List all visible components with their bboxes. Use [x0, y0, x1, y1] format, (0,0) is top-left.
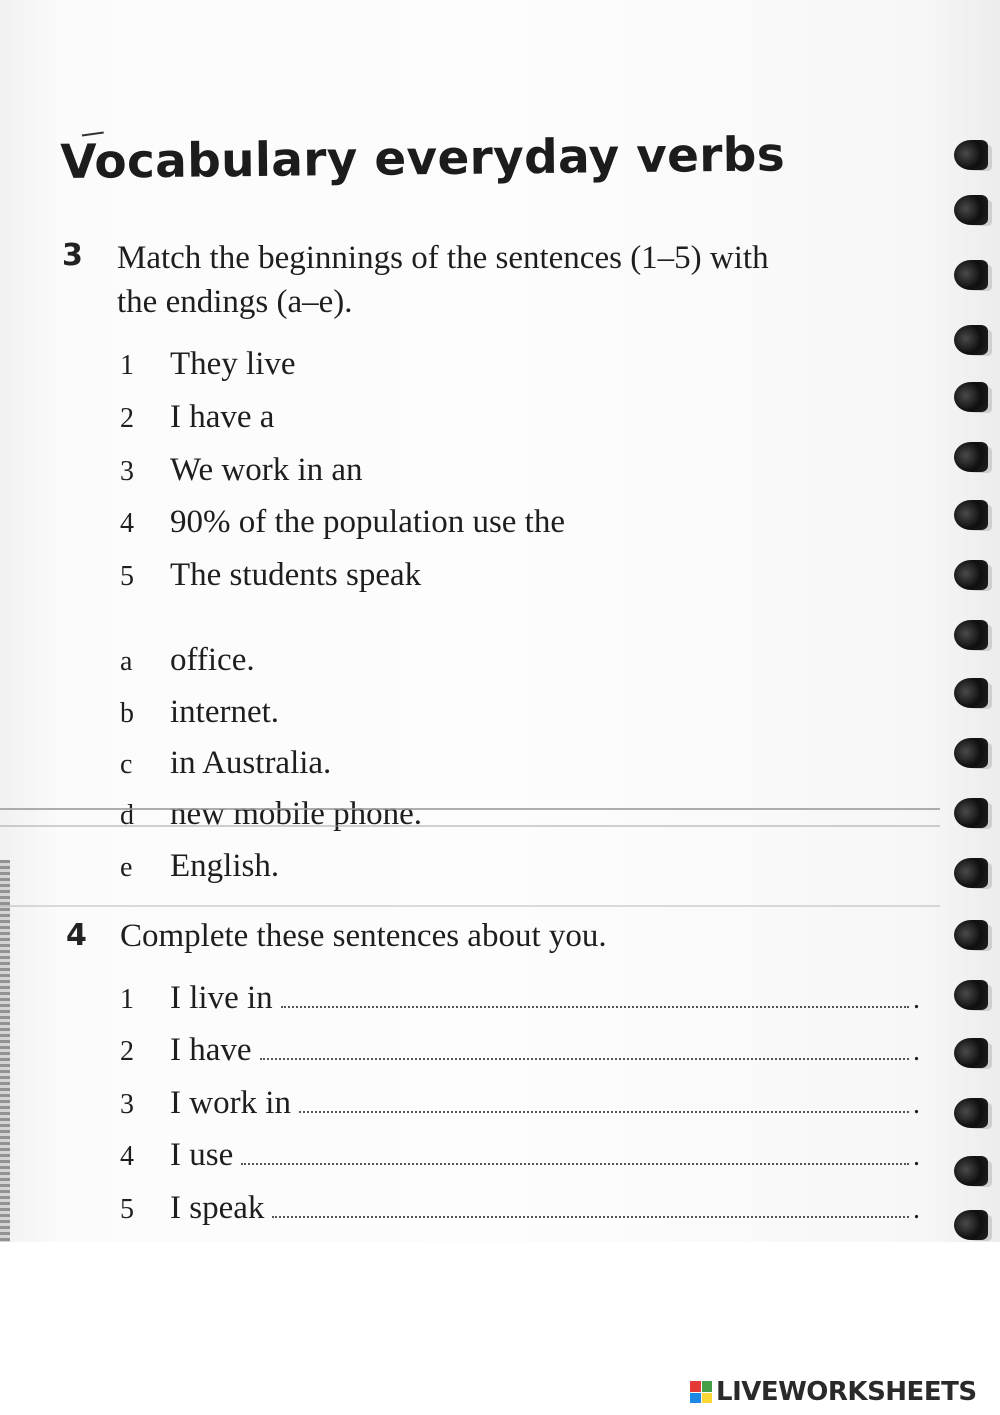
- answer-blank[interactable]: [241, 1143, 909, 1165]
- exercise-3-instruction-line2: the endings (a–e).: [117, 284, 353, 320]
- watermark-text: LIVEWORKSHEETS: [716, 1377, 977, 1407]
- spiral-binding: [940, 120, 1000, 1242]
- item-text: office.: [170, 642, 255, 678]
- spiral-ring-icon: [954, 560, 988, 590]
- spiral-ring-icon: [954, 1210, 988, 1240]
- item-letter: b: [120, 698, 134, 729]
- scan-line: [0, 825, 940, 827]
- ending-item: [120, 692, 279, 732]
- item-text: I speak: [170, 1190, 265, 1226]
- item-text: 90% of the population use the: [170, 504, 566, 540]
- answer-blank[interactable]: [272, 1196, 909, 1218]
- answer-row: [120, 1083, 920, 1123]
- ending-item: [120, 640, 255, 680]
- spiral-ring-icon: [954, 325, 988, 355]
- spiral-ring-icon: [954, 620, 988, 650]
- item-number: 1: [120, 350, 134, 381]
- item-text: internet.: [170, 694, 280, 730]
- exercise-3-number: 3: [62, 238, 83, 273]
- ending-item: [120, 794, 422, 834]
- scan-line: [0, 905, 940, 907]
- exercise-4-number: 4: [66, 918, 87, 953]
- answer-row: [120, 1030, 920, 1070]
- sentence-end: .: [913, 1089, 920, 1120]
- beginning-item: [120, 450, 363, 490]
- answer-blank[interactable]: [281, 986, 909, 1008]
- spiral-ring-icon: [954, 980, 988, 1010]
- spiral-ring-icon: [954, 858, 988, 888]
- beginning-item: [120, 344, 296, 384]
- scan-line: [0, 808, 940, 810]
- item-text: They live: [170, 346, 296, 382]
- spiral-ring-icon: [954, 1098, 988, 1128]
- item-text: new mobile phone.: [170, 796, 423, 832]
- ending-item: [120, 743, 331, 783]
- answer-blank[interactable]: [299, 1091, 909, 1113]
- exercise-3-instruction: [117, 236, 769, 324]
- exercise-4-instruction: Complete these sentences about you.: [120, 918, 607, 954]
- spiral-ring-icon: [954, 140, 988, 170]
- answer-row: [120, 1135, 920, 1175]
- item-text: I have a: [170, 399, 275, 435]
- liveworksheets-logo-icon: [690, 1381, 712, 1403]
- item-text: The students speak: [170, 557, 422, 593]
- sentence-end: .: [913, 1036, 920, 1067]
- spiral-ring-icon: [954, 678, 988, 708]
- item-text: I use: [170, 1137, 234, 1173]
- spiral-ring-icon: [954, 442, 988, 472]
- sentence-end: .: [913, 1141, 920, 1172]
- spiral-ring-icon: [954, 1156, 988, 1186]
- item-letter: a: [120, 646, 133, 677]
- item-number: 1: [120, 984, 134, 1015]
- item-letter: c: [120, 749, 133, 780]
- item-number: 2: [120, 1036, 134, 1067]
- item-text: English.: [170, 848, 280, 884]
- item-number: 4: [120, 1141, 134, 1172]
- item-number: 5: [120, 561, 134, 592]
- item-number: 2: [120, 403, 134, 434]
- exercise-3-instruction-line1: Match the beginnings of the sentences (1–5) with: [117, 240, 769, 276]
- spiral-ring-icon: [954, 382, 988, 412]
- spiral-ring-icon: [954, 195, 988, 225]
- item-number: 3: [120, 1089, 134, 1120]
- liveworksheets-watermark: [690, 1377, 977, 1407]
- scan-edge-shadow: [0, 860, 10, 1242]
- item-text: I have: [170, 1032, 252, 1068]
- beginning-item: [120, 555, 421, 595]
- sentence-end: .: [913, 984, 920, 1015]
- spiral-ring-icon: [954, 798, 988, 828]
- spiral-ring-icon: [954, 260, 988, 290]
- beginning-item: [120, 397, 274, 437]
- ending-item: [120, 846, 279, 886]
- answer-row: [120, 978, 920, 1018]
- item-letter: d: [120, 800, 134, 831]
- spiral-ring-icon: [954, 738, 988, 768]
- beginning-item: [120, 502, 565, 542]
- answer-blank[interactable]: [260, 1038, 909, 1060]
- spiral-ring-icon: [954, 500, 988, 530]
- answer-row: [120, 1188, 920, 1228]
- item-number: 4: [120, 508, 134, 539]
- sentence-end: .: [913, 1194, 920, 1225]
- item-number: 3: [120, 456, 134, 487]
- item-number: 5: [120, 1194, 134, 1225]
- item-text: We work in an: [170, 452, 363, 488]
- spiral-ring-icon: [954, 1038, 988, 1068]
- page-title: Vocabulary everyday verbs: [60, 127, 786, 190]
- item-text: I live in: [170, 980, 273, 1016]
- spiral-ring-icon: [954, 920, 988, 950]
- item-letter: e: [120, 852, 133, 883]
- item-text: in Australia.: [170, 745, 332, 781]
- item-text: I work in: [170, 1085, 291, 1121]
